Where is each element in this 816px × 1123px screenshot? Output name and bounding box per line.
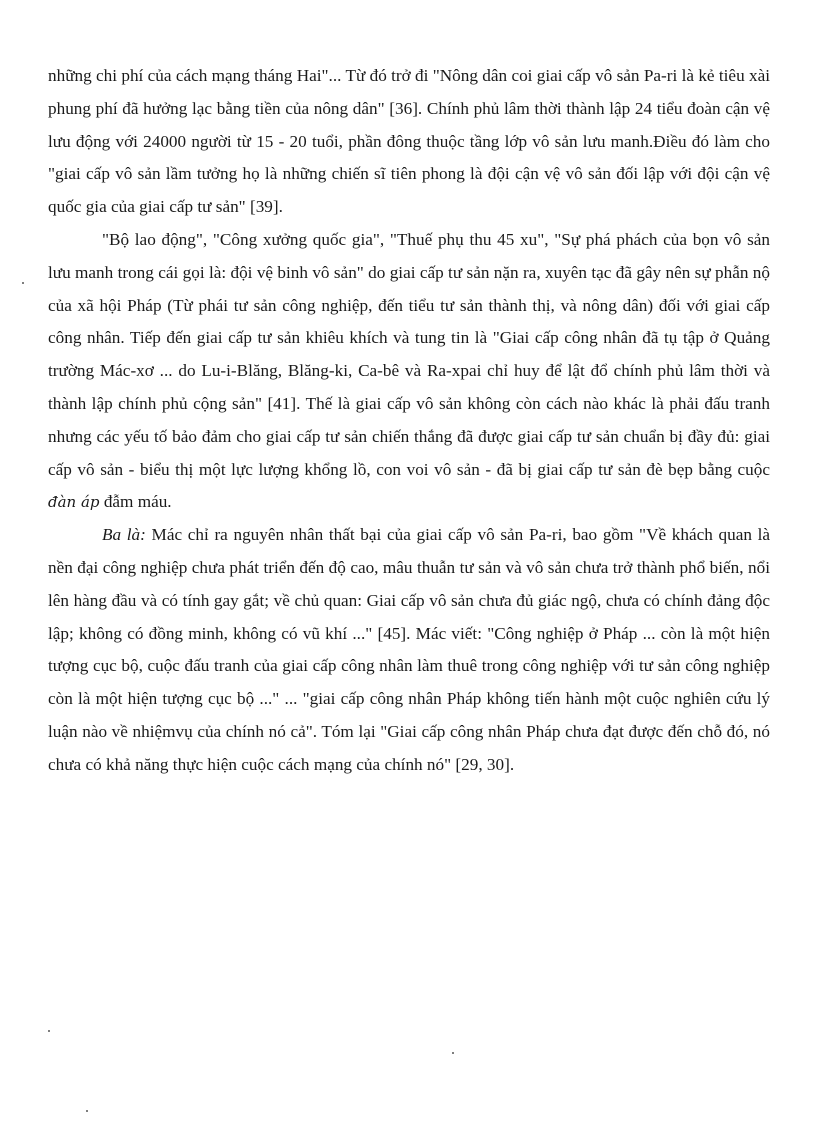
paragraph-2-tail: đẫm máu. [99, 492, 172, 512]
paragraph-2-text: "Bộ lao động", "Công xưởng quốc gia", "Thuế phụ thu 45 xu", "Sự phá phách của bọn vô sản lưu manh trong cái gọi là: đội vệ binh vô sản" do giai cấp tư sản nặn ra, xuyên tạc đã gây nên sự phẫn nộ của xã hội Pháp (Từ phái tư sản công nghiệp, đến tiểu tư sản thành thị, và nông dân) đối với giai cấp công nhân. Tiếp đến giai cấp tư sản khiêu khích và tung tin là "Giai cấp công nhân đã tụ tập ở Quảng trường Mác-xơ ... do Lu-i-Blăng, Blăng-ki, Ca-bê và Ra-xpai chỉ huy để lật đổ chính phủ lâm thời và thành lập chính phủ cộng sản" [41]. Thế là giai cấp vô sản không còn cách nào khác là phải đấu tranh nhưng các yếu tố bảo đảm cho giai cấp tư sản chiến thắng đã được giai cấp tư sản chuẩn bị đầy đủ: giai cấp vô sản - biểu thị một lực lượng khổng lồ, con voi vô sản - đã bị giai cấp tư sản đè bẹp bằng cuộc [48, 229, 770, 479]
scan-speck [86, 1110, 88, 1112]
handwritten-correction: đàn áp [48, 493, 100, 512]
scan-speck [48, 1030, 50, 1032]
scan-speck [452, 1052, 454, 1054]
document-body [48, 60, 770, 782]
scan-speck [22, 282, 24, 284]
paragraph-3-text: Mác chỉ ra nguyên nhân thất bại của giai cấp vô sản Pa-ri, bao gồm "Về khách quan là nền đại công nghiệp chưa phát triển đến độ cao, mâu thuẫn tư sản và vô sản chưa trở thành phổ biến, nổi lên hàng đầu và có tính gay gắt; về chủ quan: Giai cấp vô sản chưa đủ giác ngộ, chưa có chính đảng độc lập; không có đồng minh, không có vũ khí ..." [45]. Mác viết: "Công nghiệp ở Pháp ... còn là một hiện tượng cục bộ, cuộc đấu tranh của giai cấp công nhân làm thuê trong công nghiệp với tư sản công nghiệp còn là một hiện tượng cục bộ ..." ... "giai cấp công nhân Pháp không tiến hành một cuộc nghiên cứu lý luận nào về nhiệmvụ của chính nó cả". Tóm lại "Giai cấp công nhân Pháp chưa đạt được đến chỗ đó, nó chưa có khả năng thực hiện cuộc cách mạng của chính nó" [29, 30]. [48, 525, 771, 774]
paragraph-3-lead: Ba là: [102, 525, 146, 545]
paragraph-1: những chi phí của cách mạng tháng Hai"... Từ đó trở đi "Nông dân coi giai cấp vô sản Pa-ri là kẻ tiêu xài phung phí đã hưởng lạc bằng tiền của nông dân" [36]. Chính phủ lâm thời thành lập 24 tiểu đoàn cận vệ lưu động với 24000 người từ 15 - 20 tuổi, phần đông thuộc tầng lớp vô sản lưu manh.Điều đó làm cho "giai cấp vô sản lầm tưởng họ là những chiến sĩ tiên phong là đội cận vệ vô sản đối lập với đội cận vệ quốc gia của giai cấp tư sản" [39]. [48, 66, 770, 217]
paragraph-2 [48, 224, 770, 519]
paragraph-3 [48, 519, 770, 781]
